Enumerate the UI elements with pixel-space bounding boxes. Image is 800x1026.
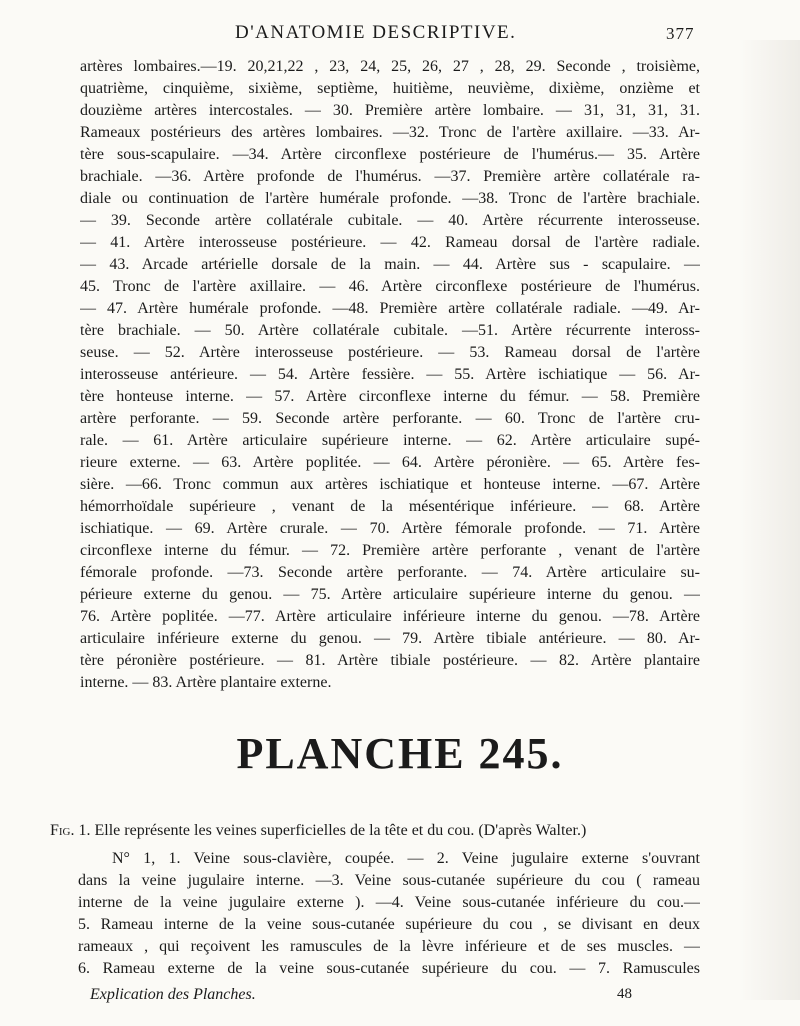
footer-title: Explication des Planches. [90, 986, 256, 1003]
text-line: diale ou continuation de l'artère humérale profonde. —38. Tronc de l'artère brachiale. [80, 190, 700, 207]
text-line: interosseuse antérieure. — 54. Artère fessière. — 55. Artère ischiatique — 56. Ar- [80, 366, 700, 383]
text-line: N° 1, 1. Veine sous-clavière, coupée. — 2. Veine jugulaire externe s'ouvrant [112, 850, 700, 867]
text-line: fémorale profonde. —73. Seconde artère perforante. — 74. Artère articulaire su- [80, 564, 700, 581]
text-line: articulaire inférieure externe du genou. — 79. Artère tibiale antérieure. — 80. Ar- [80, 630, 700, 647]
text-line: artères lombaires.—19. 20,21,22 , 23, 24, 25, 26, 27 , 28, 29. Seconde , troisième, [80, 58, 700, 75]
text-line: — 47. Artère humérale profonde. —48. Première artère collatérale radiale. —49. Ar- [80, 300, 700, 317]
text-line: dans la veine jugulaire interne. —3. Veine sous-cutanée supérieure du cou ( rameau [78, 872, 700, 889]
figure-label: Fig. 1. [50, 822, 91, 839]
text-line: rale. — 61. Artère articulaire supérieure interne. — 62. Artère articulaire supé- [80, 432, 700, 449]
text-line: tère péronière postérieure. — 81. Artère tibiale postérieure. — 82. Artère plantaire [80, 652, 700, 669]
page-edge-shadow [740, 40, 800, 1000]
text-line: douzième artères intercostales. — 30. Première artère lombaire. — 31, 31, 31, 31. [80, 102, 700, 119]
text-line: rameaux , qui reçoivent les ramuscules de la lèvre inférieure et de ses muscles. — [78, 938, 700, 955]
text-line: — 43. Arcade artérielle dorsale de la main. — 44. Artère sus - scapulaire. — [80, 256, 700, 273]
text-line: Rameaux postérieurs des artères lombaires. —32. Tronc de l'artère axillaire. —33. Ar- [80, 124, 700, 141]
text-line: tère sous-scapulaire. —34. Artère circonflexe postérieure de l'humérus.— 35. Artère [80, 146, 700, 163]
figure-caption [50, 822, 700, 840]
text-line: quatrième, cinquième, sixième, septième, huitième, neuvième, dixième, onzième et [80, 80, 700, 97]
figure-caption-text: Elle représente les veines superficielles de la tête et du cou. (D'après Walter.) [94, 822, 587, 839]
text-line: 45. Tronc de l'artère axillaire. — 46. Artère circonflexe postérieure de l'humérus. [80, 278, 700, 295]
text-line: circonflexe interne du fémur. — 72. Première artère perforante , venant de l'artère [80, 542, 700, 559]
text-line: rieure externe. — 63. Artère poplitée. — 64. Artère péronière. — 65. Artère fes- [80, 454, 700, 471]
text-line: artère perforante. — 59. Seconde artère perforante. — 60. Tronc de l'artère cru- [80, 410, 700, 427]
text-line: 5. Rameau interne de la veine sous-cutanée supérieure du cou , se divisant en deux [78, 916, 700, 933]
text-line: tère brachiale. — 50. Artère collatérale cubitale. —51. Artère récurrente inteross- [80, 322, 700, 339]
running-head [0, 22, 800, 46]
text-line: ischiatique. — 69. Artère crurale. — 70. Artère fémorale profonde. — 71. Artère [80, 520, 700, 537]
text-line: hémorrhoïdale supérieure , venant de la mésentérique inférieure. — 68. Artère [80, 498, 700, 515]
text-line: 76. Artère poplitée. —77. Artère articulaire inférieure interne du genou. —78. Artère [80, 608, 700, 625]
text-line: 6. Rameau externe de la veine sous-cutanée supérieure du cou. — 7. Ramuscules [78, 960, 700, 977]
text-line: interne de la veine jugulaire externe ). —4. Veine sous-cutanée inférieure du cou.— [78, 894, 700, 911]
vein-list-text [78, 848, 700, 980]
text-line: sière. —66. Tronc commun aux artères ischiatique et honteuse interne. —67. Artère [80, 476, 700, 493]
text-line: — 41. Artère interosseuse postérieure. — 42. Rameau dorsal de l'artère radiale. [80, 234, 700, 251]
text-line: interne. — 83. Artère plantaire externe. [80, 674, 332, 691]
text-line: brachiale. —36. Artère profonde de l'humérus. —37. Première artère collatérale ra- [80, 168, 700, 185]
text-line: — 39. Seconde artère collatérale cubitale. — 40. Artère récurrente interosseuse. [80, 212, 700, 229]
page-number: 377 [666, 24, 695, 43]
plate-title: PLANCHE 245. [236, 729, 564, 778]
artery-list-text [80, 56, 700, 694]
signature-mark: 48 [617, 986, 632, 1002]
page-footer [0, 986, 800, 1010]
text-line: périeure externe du genou. — 75. Artère articulaire supérieure interne du genou. — [80, 586, 700, 603]
text-line: seuse. — 52. Artère interosseuse postérieure. — 53. Rameau dorsal de l'artère [80, 344, 700, 361]
running-title: D'ANATOMIE DESCRIPTIVE. [235, 22, 517, 43]
text-line: tère honteuse interne. — 57. Artère circonflexe interne du fémur. — 58. Première [80, 388, 700, 405]
